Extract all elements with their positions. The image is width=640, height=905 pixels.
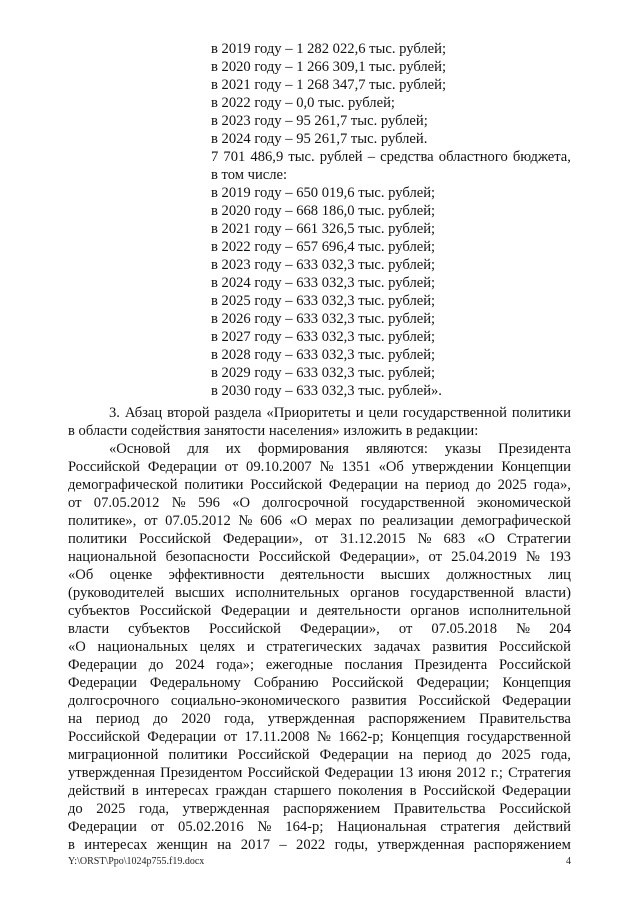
body-line: в интересах женщин на 2017 – 2022 годы, утвержденная распоряжением (68, 837, 571, 853)
body-line: субъектов Российской Федерации и деятельности органов исполнительной (68, 603, 571, 619)
budget-line: в 2021 году – 661 326,5 тыс. рублей; (211, 221, 436, 237)
budget-line: в 2022 году – 0,0 тыс. рублей; (211, 95, 395, 111)
body-line: «Основой для их формирования являются: указы Президента (109, 441, 571, 457)
page-number: 4 (566, 856, 571, 867)
file-path: Y:\ORST\Ppo\1024p755.f19.docx (68, 856, 205, 867)
body-line: «Об оценке эффективности деятельности высших должностных лиц (68, 567, 571, 583)
body-line: 3. Абзац второй раздела «Приоритеты и цели государственной политики (109, 405, 571, 421)
body-line: (руководителей высших исполнительных органов государственной власти) (68, 585, 571, 601)
body-line: политики Российской Федерации», от 31.12.2015 № 683 «О Стратегии (68, 531, 571, 547)
budget-line: в 2024 году – 95 261,7 тыс. рублей. (211, 131, 428, 147)
body-line: Федерации Федеральному Собранию Российской Федерации; Концепция (68, 675, 571, 691)
regional-intro-continuation: в том числе: (211, 167, 288, 183)
body-line: в области содействия занятости населения» изложить в редакции: (68, 423, 479, 439)
budget-line: в 2020 году – 1 266 309,1 тыс. рублей; (211, 59, 447, 75)
budget-line: в 2021 году – 1 268 347,7 тыс. рублей; (211, 77, 447, 93)
budget-line: в 2019 году – 1 282 022,6 тыс. рублей; (211, 41, 447, 57)
body-line: миграционной политики Российской Федерации на период до 2025 года, (68, 747, 571, 763)
body-line: Федерации от 05.02.2016 № 164-р; Национальная стратегия действий (68, 819, 571, 835)
body-line: долгосрочного социально-экономического развития Российской Федерации (68, 693, 571, 709)
body-line: Федерации до 2024 года»; ежегодные послания Президента Российской (68, 657, 571, 673)
budget-line: в 2022 году – 657 696,4 тыс. рублей; (211, 239, 436, 255)
budget-line: в 2027 году – 633 032,3 тыс. рублей; (211, 329, 436, 345)
body-line: политике», от 07.05.2012 № 606 «О мерах по реализации демографической (68, 513, 571, 529)
body-line: утвержденная Президентом Российской Федерации 13 июня 2012 г.; Стратегия (68, 765, 571, 781)
budget-line: в 2026 году – 633 032,3 тыс. рублей; (211, 311, 436, 327)
budget-line: в 2025 году – 633 032,3 тыс. рублей; (211, 293, 436, 309)
body-text (68, 404, 571, 854)
budget-line: в 2023 году – 95 261,7 тыс. рублей; (211, 113, 428, 129)
body-line: от 07.05.2012 № 596 «О долгосрочной государственной экономической (68, 495, 571, 511)
body-line: Российской Федерации от 17.11.2008 № 1662-р; Концепция государственной (68, 729, 571, 745)
body-line: на период до 2020 года, утвержденная распоряжением Правительства (68, 711, 571, 727)
budget-line: в 2024 году – 633 032,3 тыс. рублей; (211, 275, 436, 291)
body-line: власти субъектов Российской Федерации», от 07.05.2018 № 204 (68, 621, 571, 637)
budget-line: в 2023 году – 633 032,3 тыс. рублей; (211, 257, 436, 273)
budget-line: в 2020 году – 668 186,0 тыс. рублей; (211, 203, 436, 219)
page-footer (68, 856, 571, 867)
budget-line: в 2019 году – 650 019,6 тыс. рублей; (211, 185, 436, 201)
body-line: национальной безопасности Российской Федерации», от 25.04.2019 № 193 (68, 549, 571, 565)
body-line: до 2025 года, утвержденная распоряжением Правительства Российской (68, 801, 571, 817)
budget-line: в 2028 году – 633 032,3 тыс. рублей; (211, 347, 436, 363)
budget-line: в 2029 году – 633 032,3 тыс. рублей; (211, 365, 436, 381)
budget-column (211, 40, 571, 400)
budget-line: в 2030 году – 633 032,3 тыс. рублей». (211, 383, 442, 399)
body-line: демографической политики Российской Федерации на период до 2025 года», (68, 477, 571, 493)
body-line: «О национальных целях и стратегических задачах развития Российской (68, 639, 571, 655)
body-line: Российской Федерации от 09.10.2007 № 1351 «Об утверждении Концепции (68, 459, 571, 475)
body-line: действий в интересах граждан старшего поколения в Российской Федерации (68, 783, 571, 799)
regional-intro: 7 701 486,9 тыс. рублей – средства областного бюджета, (211, 149, 571, 165)
